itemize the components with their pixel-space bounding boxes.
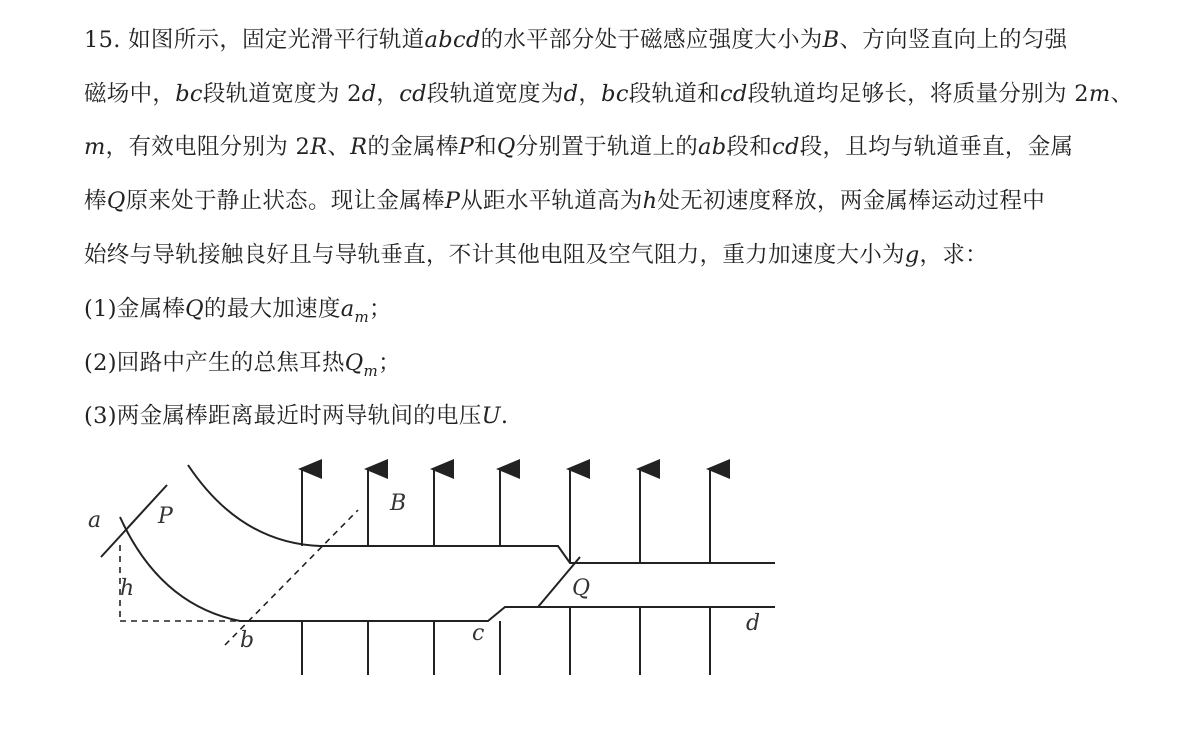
label-d: d bbox=[746, 611, 761, 636]
magnetic-field-lines bbox=[302, 469, 710, 675]
question-2: (2)回路中产生的总焦耳热$Q_m$； bbox=[84, 350, 401, 380]
problem-line-4: 棒Q原来处于静止状态。现让金属棒P从距水平轨道高为h处无初速度释放，两金属棒运动过程中 bbox=[84, 188, 1046, 214]
label-b: b bbox=[240, 628, 255, 653]
diagonal-dashed-line bbox=[225, 510, 358, 645]
problem-line-5: 始终与导轨接触良好且与导轨垂直，不计其他电阻及空气阻力，重力加速度大小为g，求： bbox=[84, 242, 988, 268]
label-h: h bbox=[120, 576, 135, 601]
question-3: (3)两金属棒距离最近时两导轨间的电压U. bbox=[84, 403, 509, 429]
label-B: B bbox=[390, 491, 407, 516]
label-Q: Q bbox=[572, 576, 591, 601]
upper-curved-rail bbox=[188, 465, 775, 563]
problem-line-2: 磁场中，bc段轨道宽度为 2d，cd段轨道宽度为d，bc段轨道和cd段轨道均足够长，将质量分别为 2m、 bbox=[84, 81, 1134, 107]
label-a: a bbox=[88, 508, 102, 533]
question-1: (1)金属棒Q的最大加速度$a_m$； bbox=[84, 296, 392, 326]
label-c: c bbox=[472, 621, 485, 646]
problem-line-1: 15. 如图所示，固定光滑平行轨道abcd的水平部分处于磁感应强度大小为B、方向竖直向上的匀强 bbox=[84, 27, 1068, 53]
problem-line-3: m，有效电阻分别为 2R、R的金属棒P和Q分别置于轨道上的ab段和cd段，且均与轨道垂直，金属 bbox=[84, 134, 1074, 160]
lower-curved-rail bbox=[120, 517, 775, 621]
rail-diagram bbox=[80, 445, 790, 685]
label-P: P bbox=[158, 504, 173, 529]
